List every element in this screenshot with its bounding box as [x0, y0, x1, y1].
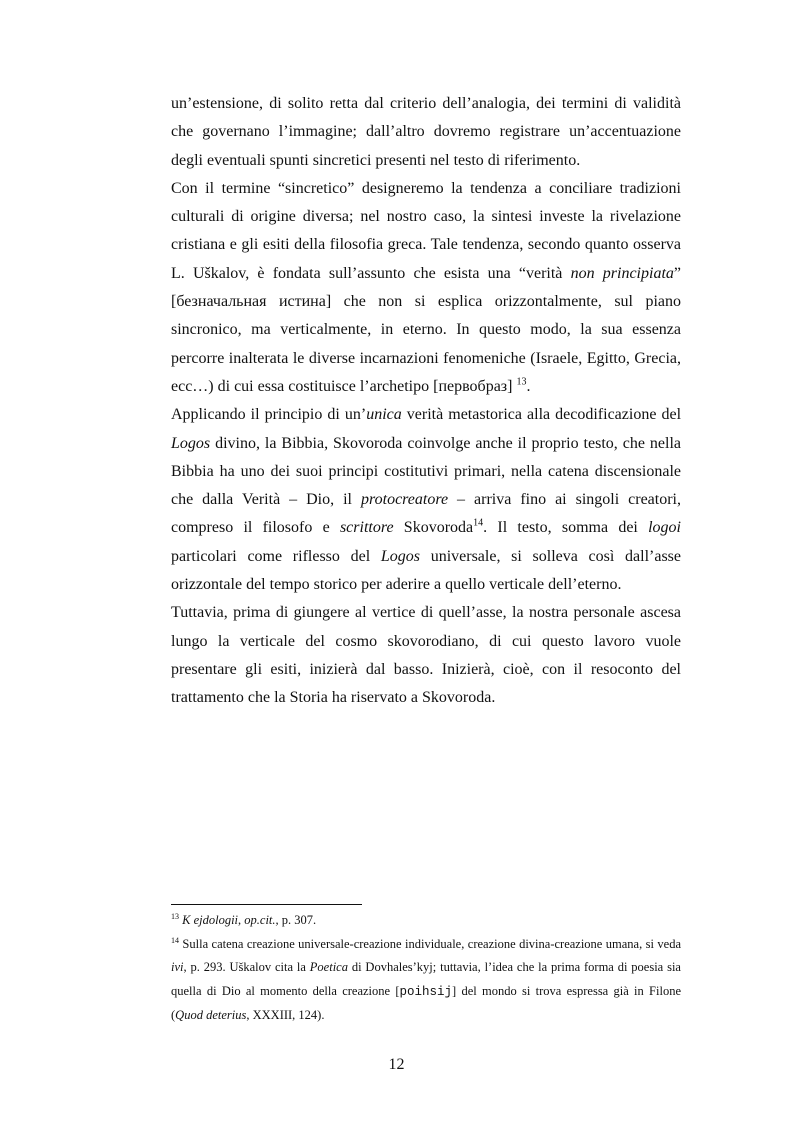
- footnote-number: 14: [171, 935, 179, 945]
- footnote-number: 13: [171, 911, 179, 921]
- page-number: 12: [388, 1056, 405, 1073]
- paragraph-3: Applicando il principio di un’unica verità metastorica alla decodificazione del Logos divino, la Bibbia, Skovoroda coinvolge anche il proprio testo, che nella Bibbia ha uno dei suoi principi costitutivi primari, nella catena discensionale che dalla Verità – Dio, il protocreatore – arriva fino ai singoli creatori, compreso il filosofo e scrittore Skovoroda$^{14}$. Il testo, somma dei logoi particolari come riflesso del Logos universale, si solleva così dall’asse orizzontale del tempo storico per aderire a quello verticale dell’eterno.: [171, 406, 682, 594]
- footnotes: [171, 909, 681, 1028]
- body-text: [171, 90, 681, 713]
- footnote-14: $^{14}$ Sulla catena creazione universale-creazione individuale, creazione divina-creazione umana, si veda ivi, p. 293. Uškalov cita la Poetica di Dovhales’kyj; tuttavia, l’idea che la prima forma di poesia sia quella di Dio al momento della creazione [poihsij] del mondo si trova espressa già in Filone (Quod deterius, XXXIII, 124).: [171, 935, 681, 1022]
- paragraph-2: Con il termine “sincretico” designeremo la tendenza a conciliare tradizioni culturali di origine diversa; nel nostro caso, la sintesi investe la rivelazione cristiana e gli esiti della filosofia greca. Tale tendenza, secondo quanto osserva L. Uškalov, è fondata sull’assunto che esista una “verità non principiata” [безначальная истина] che non si esplica orizzontalmente, sul piano sincronico, ma verticalmente, in eterno. In questo modo, la sua essenza percorre inalterata le diverse incarnazioni fenomeniche (Israele, Egitto, Grecia, ecc…) di cui essa costituisce l’archetipo [первобраз] $^{13}$.: [171, 179, 681, 395]
- paragraph-1: un’estensione, di solito retta dal criterio dell’analogia, dei termini di validità che governano l’immagine; dall’altro dovremo registrare un’accentuazione degli eventuali spunti sincretici presenti nel testo di riferimento.: [171, 95, 681, 169]
- footnote-ref-14[interactable]: 14: [473, 518, 484, 530]
- footnote-ref-13[interactable]: 13: [516, 376, 527, 388]
- paragraph-4: Tuttavia, prima di giungere al vertice di quell’asse, la nostra personale ascesa lungo la verticale del cosmo skovorodiano, di cui questo lavoro vuole presentare gli esiti, inizierà dal basso. Inizierà, cioè, con il resoconto del trattamento che la Storia ha riservato a Skovoroda.: [171, 604, 681, 707]
- footnote-13: $^{13}$ K ejdologii, op.cit., p. 307.: [171, 911, 317, 927]
- footnote-separator: [171, 904, 362, 905]
